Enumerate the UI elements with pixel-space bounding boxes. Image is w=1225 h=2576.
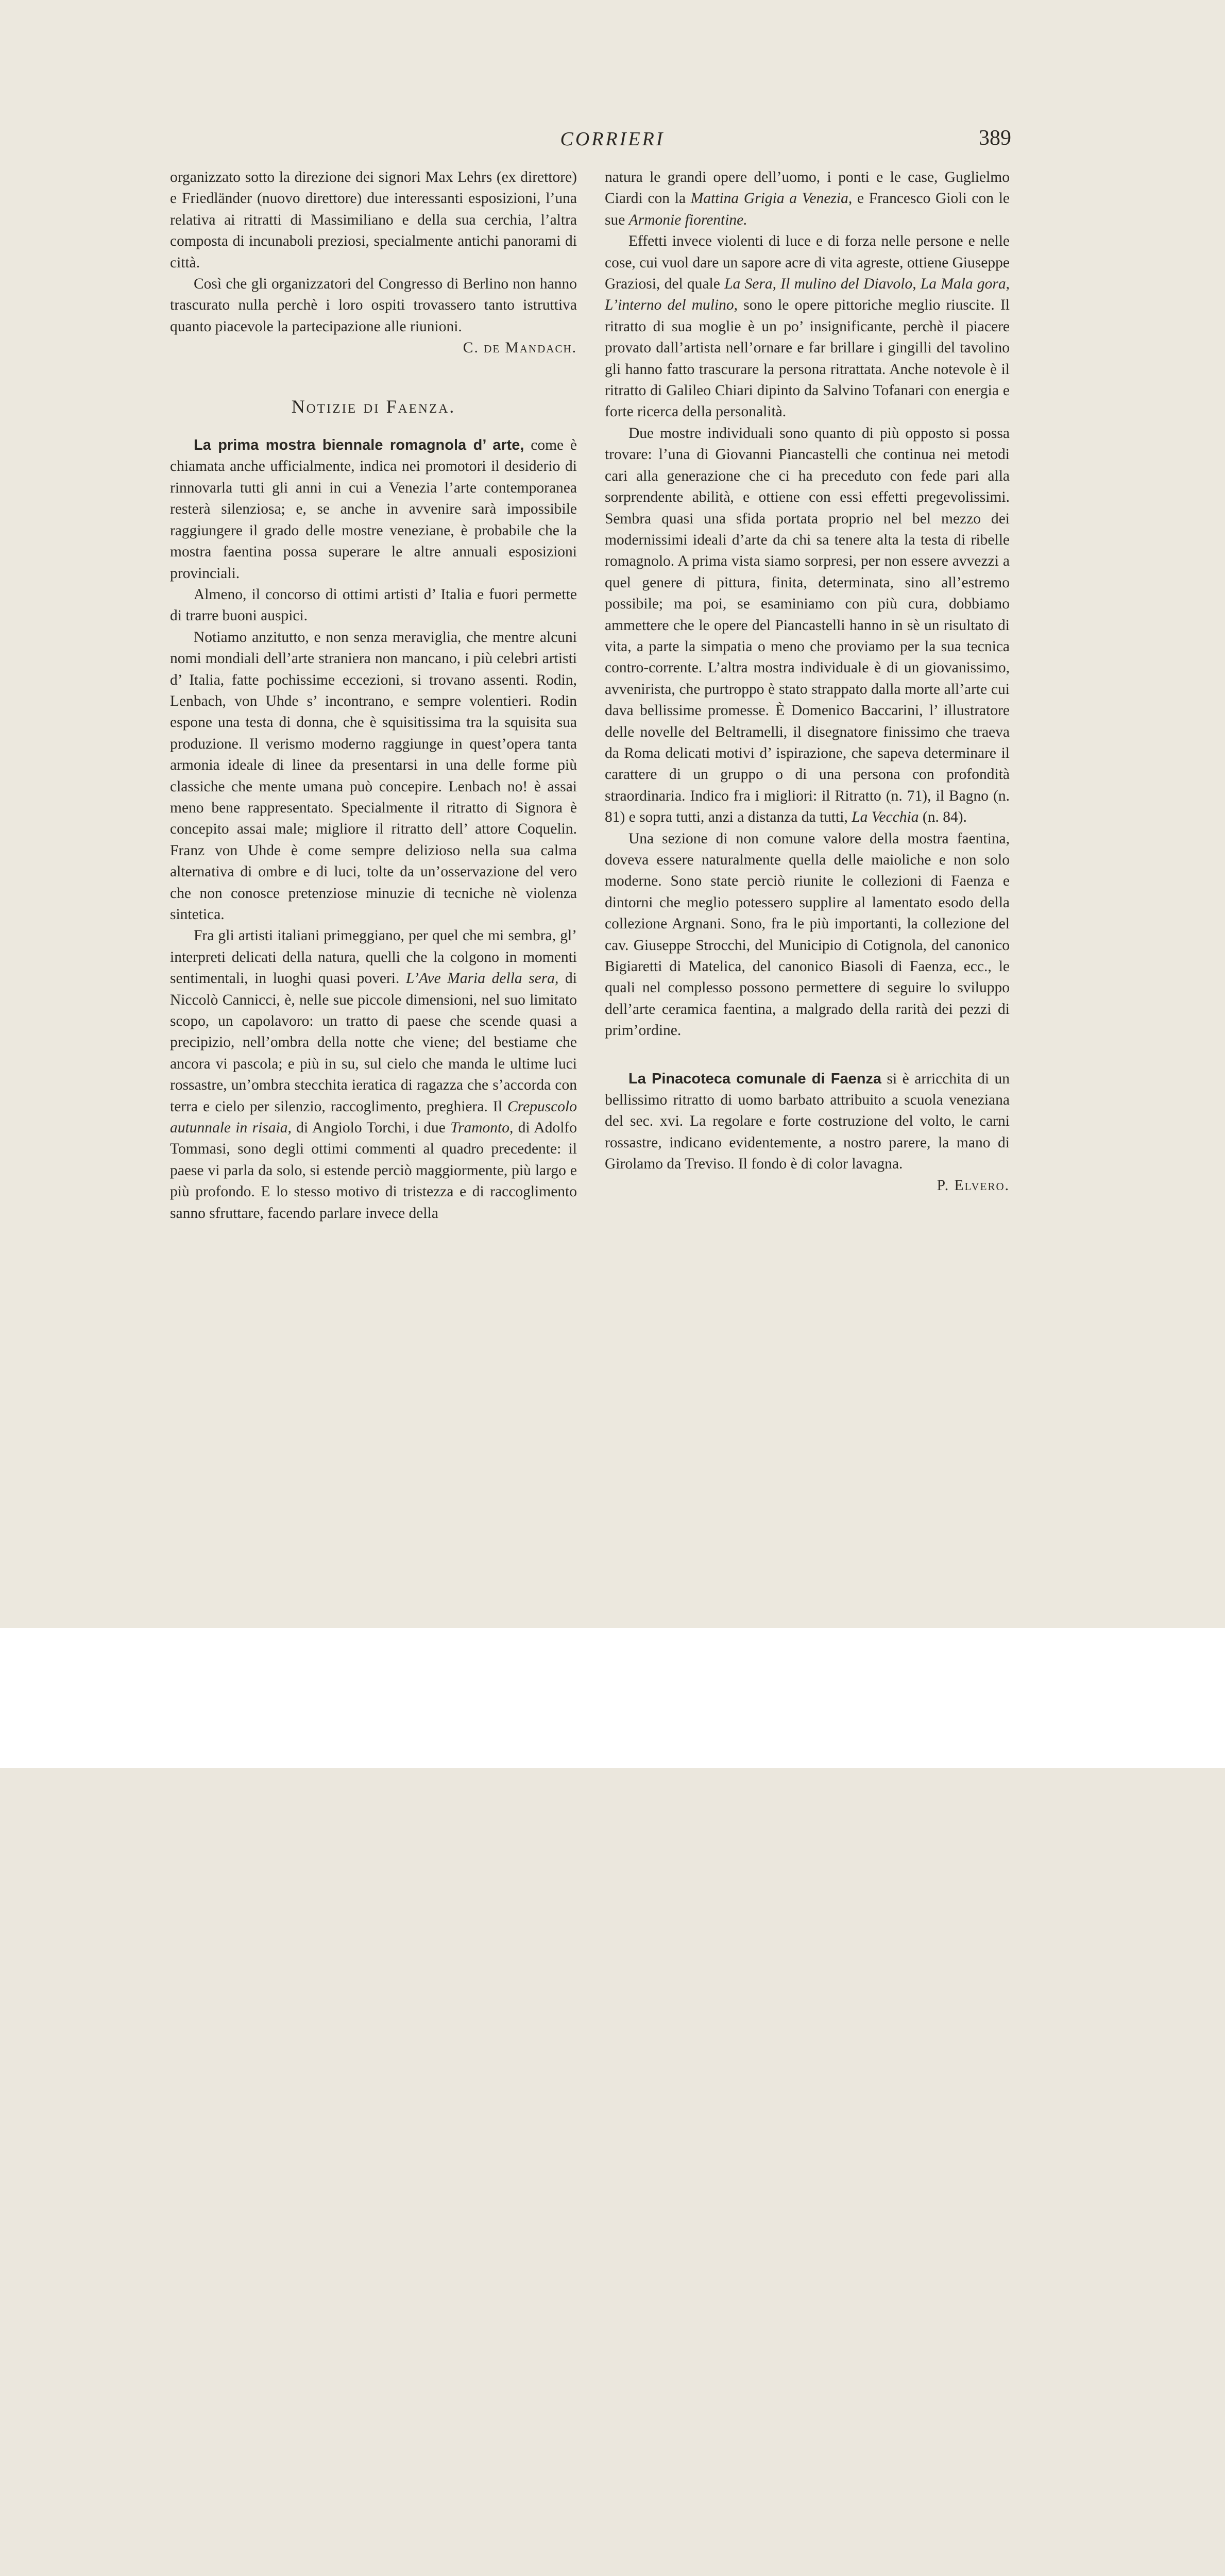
footer-bar <box>0 1628 1225 1768</box>
signature: P. Elvero. <box>937 1177 1010 1194</box>
lead-heading: La prima mostra biennale romagnola d’ arte, <box>194 437 524 454</box>
paragraph <box>605 167 1010 231</box>
artwork-title: Tramonto, <box>450 1120 514 1137</box>
paragraph: Una sezione di non comune valore della mostra faentina, doveva essere naturalmente quella delle maioliche e non solo moderne. Sono state perciò riunite le collezioni di Faenza e dintorni che meglio potessero supplire al lamentato esodo della collezione Argnani. Sono, fra le più importanti, la collezione del cav. Giuseppe Strocchi, del Municipio di Cotignola, del canonico Bigiaretti di Matelica, del canonico Biasoli di Faenza, ecc., le quali nel complesso possono permettere di seguire lo sviluppo dell’arte ceramica faentina, a malgrado della rarità dei pezzi di prim’ordine. <box>605 830 1010 1039</box>
artwork-title: Crepuscolo autunnale in risaia, <box>170 1098 577 1137</box>
paragraph <box>605 231 1010 423</box>
paragraph-text: natura le grandi opere dell’uomo, i ponti e le case, Guglielmo Ciardi con la <box>605 169 1010 207</box>
artwork-title: L’Ave Maria della sera, <box>405 970 559 987</box>
paragraph-text: di Niccolò Cannicci, è, nelle sue piccole dimensioni, nel suo limitato scopo, un capolavoro: un tratto di paese che scende quasi a precipizio, nell’ombra della notte che viene; del bestiame che ancora vi pascola; e più in su, sul cielo che manda le ultime luci rossastre, un’ombra stecchita ieratica di ragazza che s’accorda con terra e cielo per silenzio, raccoglimento, preghiera. Il <box>170 970 577 1115</box>
paragraph-text: sono le opere pittoriche meglio riuscite. Il ritratto di sua moglie è un po’ insignificante, perchè il piacere provato dall’artista nell’ornare e far brillare i gingilli del tavolino gli hanno fatto trascurare la persona ritrattata. Anche notevole è il ritratto di Galileo Chiari dipinto da Salvino Tofanari con energia e forte ricerca della personalità. <box>605 297 1010 420</box>
paragraph-text: come è chiamata anche ufficialmente, indica nei promotori il desiderio di rinnovarla tutti gli anni in cui a Venezia l’arte contemporanea resterà silenziosa; e, se anche in avvenire sarà impossibile raggiungere il grado delle mostre veneziane, è probabile che la mostra faentina possa superare le altre annuali esposizioni provinciali. <box>170 437 577 582</box>
artwork-title: Mattina Grigia a Venezia, <box>690 190 853 207</box>
paragraph-text: Due mostre individuali sono quanto di più opposto si possa trovare: l’una di Giovanni Piancastelli che continua nei metodi cari alla generazione che ci ha preceduto con fede pari alla sorprendente abilità, e ottiene con essi effetti pregevolissimi. Sembra quasi una sfida portata proprio nel bel mezzo dei modernissimi ideali d’arte da chi sa tenere alta la testa di ribelle romagnolo. A prima vista siamo sorpresi, per non essere avvezzi a quel genere di pittura, finita, determinata, sino all’estremo possibile; ma poi, se esaminiamo con più cura, dobbiamo ammettere che le opere del Piancastelli hanno in sè un risultato di vita, a parte la simpatia o meno che proviamo per la sua tecnica contro-corrente. L’altra mostra individuale è di un giovanissimo, avvenirista, che purtroppo è stato strappato dalla morte all’arte cui dava bellissime promesse. È Domenico Baccarini, l’ illustratore delle novelle del Beltramelli, il disegnatore finissimo che traeva da Roma delicati motivi d’ ispirazione, che sapeva determinare il carattere di un gruppo o di una persona con profondità straordinaria. Indico fra i migliori: il Ritratto (n. 71), il Bagno (n. 81) e sopra tutti, anzi a distanza da tutti, <box>605 425 1010 826</box>
paragraph-text: di Angiolo Torchi, i due <box>291 1120 451 1137</box>
artwork-title: La Vecchia <box>852 809 919 826</box>
paragraph-text: di Adolfo Tommasi, sono degli ottimi commenti al quadro precedente: il paese vi parla da solo, si estende perciò maggiormente, più largo e più profondo. E lo stesso motivo di tristezza e di raccoglimento sanno sfruttare, facendo parlare invece della <box>170 1120 577 1222</box>
paragraph <box>605 1069 1010 1175</box>
paragraph-text: Effetti invece violenti di luce e di forza nelle persone e nelle cose, cui vuol dare un sapore acre di vita agreste, ottiene Giuseppe Graziosi, del quale <box>605 233 1010 293</box>
signature: C. de Mandach. <box>463 340 577 357</box>
paragraph <box>605 423 1010 828</box>
paragraph: Così che gli organizzatori del Congresso di Berlino non hanno trascurato nulla perchè i loro ospiti trovassero tanto istruttiva quanto piacevole la partecipazione alle riunioni. <box>170 276 577 335</box>
left-column <box>170 167 577 1224</box>
spacer <box>605 1042 1010 1069</box>
lead-heading: La Pinacoteca comunale di Faenza <box>628 1070 882 1087</box>
paragraph-text: Fra gli artisti italiani primeggiano, per quel che mi sembra, gl’ interpreti delicati della natura, quelli che la colgono in momenti sentimentali, in luoghi quasi poveri. <box>170 927 577 987</box>
running-header: CORRIERI <box>560 128 665 150</box>
paragraph-text: si è arricchita di un bellissimo ritratto di uomo barbato attribuito a scuola veneziana del sec. xvi. La regolare e forte costruzione del volto, le carni rossastre, indicano evidentemente, a nostro parere, la mano di Girolamo da Treviso. Il fondo è di color lavagna. <box>605 1070 1010 1173</box>
paragraph-text: (n. 84). <box>918 809 967 826</box>
paragraph <box>170 925 577 1224</box>
artwork-title: La Sera, Il mulino del Diavolo, La Mala gora, L’interno del mulino, <box>605 276 1010 314</box>
section-title: Notizie di Faenza. <box>291 396 456 417</box>
paragraph: Notiamo anzitutto, e non senza meraviglia, che mentre alcuni nomi mondiali dell’arte straniera non mancano, i più celebri artisti d’ Italia, fatte pochissime eccezioni, si trovano assenti. Rodin, Lenbach, von Uhde s’ incontrano, e sempre volentieri. Rodin espone una testa di donna, che è squisitissima tra la squisita sua produzione. Il verismo moderno raggiunge in quest’opera tanta armonia ideale di linee da presentarsi in una delle forme più classiche che mente umana può concepire. Lenbach no! è assai meno bene rappresentato. Specialmente il ritratto di Signora è concepito assai male; migliore il ritratto dell’ attore Coquelin. Franz von Uhde è come sempre delizioso nella sua calma alternativa di ombre e di luci, tolte da un’osservazione del vero che non conosce pretenziose minuzie di tecniche nè violenza sintetica. <box>170 629 577 923</box>
page-number: 389 <box>979 126 1011 150</box>
paragraph: organizzato sotto la direzione dei signori Max Lehrs (ex direttore) e Friedländer (nuovo direttore) due interessanti esposizioni, l’una relativa ai ritratti di Massimiliano e della sua cerchia, l’altra composta di incunaboli preziosi, specialmente antichi panorami di città. <box>170 169 577 271</box>
artwork-title: Armonie fiorentine. <box>628 211 747 228</box>
paragraph-text: e Francesco Gioli con le sue <box>605 190 1010 228</box>
right-column <box>605 167 1010 1196</box>
paragraph <box>170 435 577 584</box>
paragraph: Almeno, il concorso di ottimi artisti d’ Italia e fuori permette di trarre buoni auspici. <box>170 586 577 624</box>
